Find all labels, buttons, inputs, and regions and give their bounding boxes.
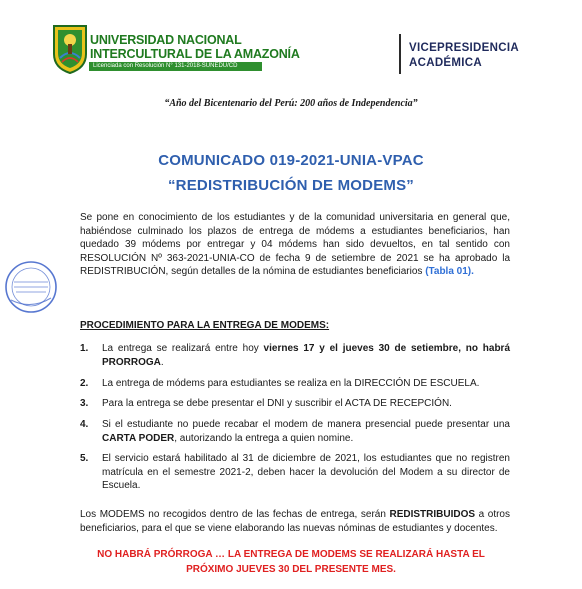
- closing-text: Los MODEMS no recogidos dentro de las fechas de entrega, serán: [80, 509, 390, 520]
- year-motto: “Año del Bicentenario del Perú: 200 años de Independencia”: [164, 98, 418, 109]
- university-logo-icon: [52, 24, 88, 74]
- university-name-line1: UNIVERSIDAD NACIONAL: [90, 33, 242, 47]
- list-text-end: .: [160, 356, 164, 368]
- office-name-line2: ACADÉMICA: [409, 57, 482, 69]
- list-text: El servicio estará habilitado al 31 de diciembre de 2021, los estudiantes que no registren matrícula en el semestre 2021-2, deben hacer la devolución del Modem a su director de Escuela.: [102, 453, 510, 492]
- list-text-bold: CARTA PODER: [102, 432, 175, 444]
- list-item: [80, 418, 510, 445]
- deadline-warning-line2: PRÓXIMO JUEVES 30 DEL PRESENTE MES.: [186, 564, 396, 575]
- list-item: [80, 452, 510, 493]
- closing-text-end: a otros beneficiarios, para el que se viene elaborando las nuevas nóminas de estudiantes y docentes.: [80, 509, 510, 534]
- deadline-warning-line1: NO HABRÁ PRÓRROGA … LA ENTREGA DE MODEMS SE REALIZARÁ HASTA EL: [97, 549, 485, 560]
- list-number: 4.: [80, 419, 89, 430]
- list-number: 1.: [80, 343, 89, 354]
- license-band: Licenciada con Resolución N° 131-2018-SUNEDU/CD: [89, 62, 262, 71]
- list-number: 2.: [80, 378, 89, 389]
- intro-paragraph: [80, 211, 510, 279]
- communique-title: “REDISTRIBUCIÓN DE MODEMS”: [167, 177, 415, 194]
- vicepresidency-stamp-icon: [4, 260, 58, 314]
- list-text: Si el estudiante no puede recabar el modem de manera presencial puede presentar una: [102, 419, 510, 430]
- procedure-heading: PROCEDIMIENTO PARA LA ENTREGA DE MODEMS:: [80, 320, 330, 331]
- closing-paragraph: [80, 508, 510, 535]
- list-item: [80, 397, 510, 411]
- list-text-bold: viernes 17 y el jueves 30 de setiembre, no habrá PRORROGA: [102, 343, 510, 368]
- closing-bold: REDISTRIBUIDOS: [389, 509, 476, 520]
- office-name-line1: VICEPRESIDENCIA: [409, 42, 519, 54]
- communique-number: COMUNICADO 019-2021-UNIA-VPAC: [158, 152, 424, 169]
- list-text: Para la entrega se debe presentar el DNI y suscribir el ACTA DE RECEPCIÓN.: [102, 398, 452, 409]
- university-name-line2: INTERCULTURAL DE LA AMAZONÍA: [90, 47, 300, 61]
- list-text: La entrega se realizará entre hoy: [102, 343, 264, 354]
- list-number: 3.: [80, 398, 89, 409]
- list-text: La entrega de módems para estudiantes se realiza en la DIRECCIÓN DE ESCUELA.: [102, 378, 480, 389]
- list-item: [80, 377, 510, 391]
- intro-text: Se pone en conocimiento de los estudiantes y de la comunidad universitaria en general que, habiéndose culminado los plazos de entrega de módems a estudiantes beneficiarios, han quedado 39 módems por entregar y 04 módems han sido devueltos, en tal sentido con RESOLUCIÓN Nº 363-2021-UNIA-CO de fecha 9 de setiembre de 2021 se ha aprobado la REDISTRIBUCIÓN, según detalles de la nómina de estudiantes beneficiarios: [80, 212, 510, 278]
- header-divider: [399, 34, 401, 74]
- list-number: 5.: [80, 453, 89, 464]
- table-reference: (Tabla 01).: [425, 266, 474, 278]
- list-text-end: , autorizando la entrega a quien nomine.: [174, 432, 354, 444]
- list-item: [80, 342, 510, 369]
